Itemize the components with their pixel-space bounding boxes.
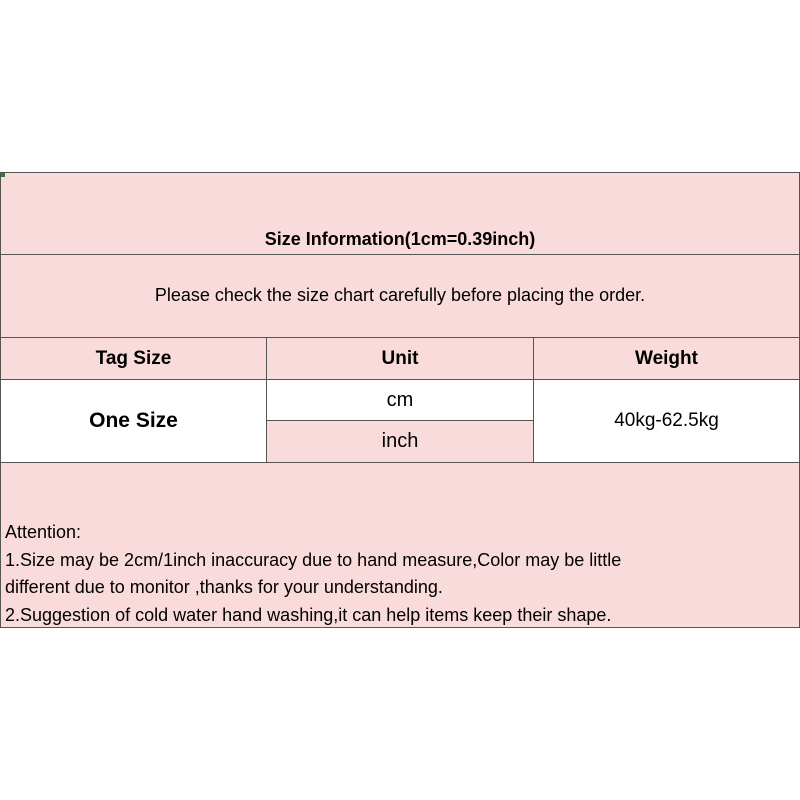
attention-heading: Attention: [5, 522, 82, 542]
header-tag-size: Tag Size [1, 338, 267, 380]
header-weight: Weight [534, 338, 799, 380]
attention-line-1: 1.Size may be 2cm/1inch inaccuracy due to hand measure,Color may be little [5, 549, 622, 570]
cell-tag-size: One Size [1, 380, 267, 462]
attention-notes [5, 519, 795, 629]
attention-line-3: 2.Suggestion of cold water hand washing,it can help items keep their shape. [5, 604, 612, 625]
attention-line-2: different due to monitor ,thanks for your understanding. [5, 577, 443, 597]
size-chart-notice: Please check the size chart carefully before placing the order. [154, 285, 646, 305]
cell-weight: 40kg-62.5kg [534, 380, 799, 462]
header-unit: Unit [267, 338, 534, 380]
size-table [1, 338, 799, 463]
cell-unit-inch: inch [267, 421, 534, 462]
size-information-title: Size Information(1cm=0.39inch) [264, 229, 536, 249]
notice-row [1, 255, 799, 338]
size-info-sheet [0, 172, 800, 628]
title-row [1, 173, 799, 255]
cell-unit-cm: cm [267, 380, 534, 421]
